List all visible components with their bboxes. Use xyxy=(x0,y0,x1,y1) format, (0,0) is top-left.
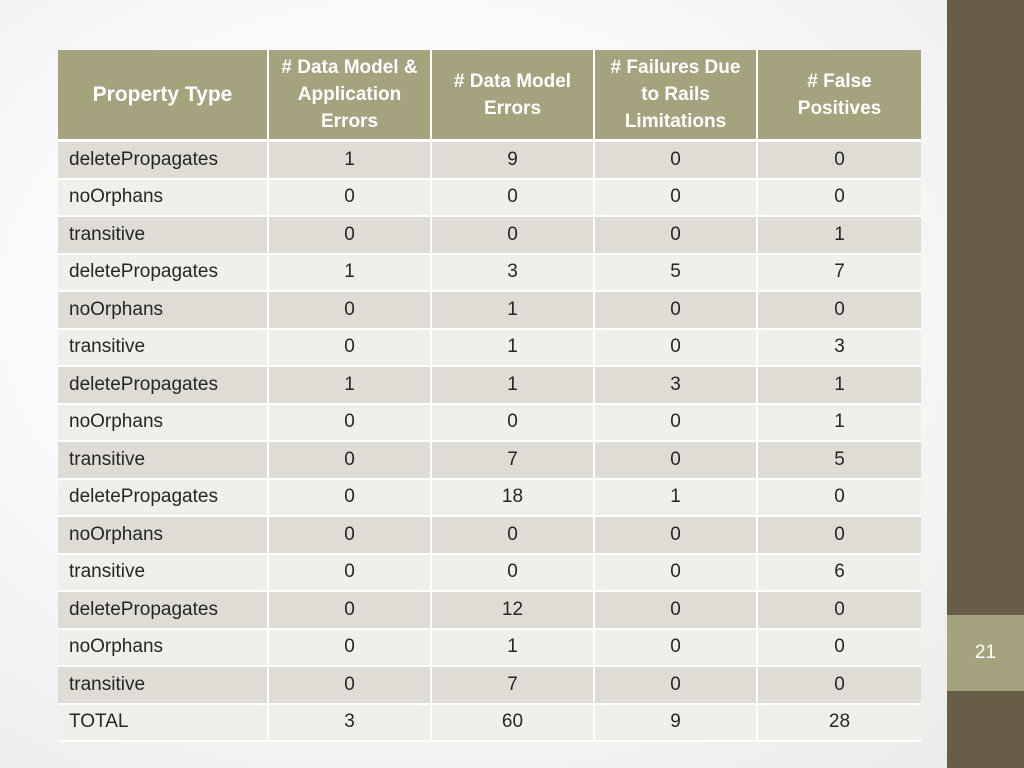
results-table xyxy=(58,50,921,742)
rails-limitation-failures-cell: 0 xyxy=(595,292,758,330)
rails-limitation-failures-cell: 0 xyxy=(595,630,758,668)
false-positives-cell: 0 xyxy=(758,667,921,705)
table-row xyxy=(58,480,921,518)
data-model-application-errors-cell: 3 xyxy=(269,705,432,743)
data-model-application-errors-cell: 0 xyxy=(269,555,432,593)
rails-limitation-failures-cell: 1 xyxy=(595,480,758,518)
rails-limitation-failures-cell: 0 xyxy=(595,555,758,593)
rails-limitation-failures-cell: 0 xyxy=(595,330,758,368)
data-model-errors-cell: 0 xyxy=(432,405,595,443)
data-model-errors-cell: 9 xyxy=(432,142,595,180)
table-body xyxy=(58,142,921,742)
data-model-application-errors-cell: 0 xyxy=(269,330,432,368)
data-model-errors-cell: 1 xyxy=(432,330,595,368)
data-model-application-errors-cell: 1 xyxy=(269,142,432,180)
false-positives-cell: 0 xyxy=(758,517,921,555)
data-model-errors-cell: 0 xyxy=(432,217,595,255)
property-type-cell: noOrphans xyxy=(58,517,269,555)
property-type-cell: transitive xyxy=(58,555,269,593)
property-type-cell: deletePropagates xyxy=(58,592,269,630)
data-model-application-errors-cell: 1 xyxy=(269,367,432,405)
table-row xyxy=(58,592,921,630)
property-type-cell: transitive xyxy=(58,667,269,705)
header-false-positives: # False Positives xyxy=(758,50,921,142)
data-model-errors-cell: 1 xyxy=(432,367,595,405)
data-model-errors-cell: 18 xyxy=(432,480,595,518)
data-model-application-errors-cell: 1 xyxy=(269,255,432,293)
rails-limitation-failures-cell: 9 xyxy=(595,705,758,743)
table-row xyxy=(58,292,921,330)
property-type-cell: noOrphans xyxy=(58,292,269,330)
property-type-cell: transitive xyxy=(58,217,269,255)
table-row xyxy=(58,630,921,668)
rails-limitation-failures-cell: 0 xyxy=(595,517,758,555)
data-model-errors-cell: 0 xyxy=(432,180,595,218)
property-type-cell: TOTAL xyxy=(58,705,269,743)
table-row xyxy=(58,667,921,705)
false-positives-cell: 28 xyxy=(758,705,921,743)
false-positives-cell: 1 xyxy=(758,217,921,255)
rails-limitation-failures-cell: 0 xyxy=(595,405,758,443)
table-row xyxy=(58,142,921,180)
table-row xyxy=(58,330,921,368)
property-type-cell: transitive xyxy=(58,442,269,480)
property-type-cell: deletePropagates xyxy=(58,255,269,293)
data-model-application-errors-cell: 0 xyxy=(269,480,432,518)
data-model-application-errors-cell: 0 xyxy=(269,405,432,443)
false-positives-cell: 0 xyxy=(758,592,921,630)
rails-limitation-failures-cell: 5 xyxy=(595,255,758,293)
header-property-type: Property Type xyxy=(58,50,269,142)
data-model-errors-cell: 7 xyxy=(432,442,595,480)
property-type-cell: noOrphans xyxy=(58,180,269,218)
header-data-model-application-errors: # Data Model & Application Errors xyxy=(269,50,432,142)
rails-limitation-failures-cell: 0 xyxy=(595,217,758,255)
header-data-model-errors: # Data Model Errors xyxy=(432,50,595,142)
data-model-errors-cell: 0 xyxy=(432,555,595,593)
false-positives-cell: 3 xyxy=(758,330,921,368)
false-positives-cell: 1 xyxy=(758,367,921,405)
rails-limitation-failures-cell: 0 xyxy=(595,592,758,630)
table-row xyxy=(58,442,921,480)
false-positives-cell: 7 xyxy=(758,255,921,293)
table-header-row xyxy=(58,50,921,142)
data-model-errors-cell: 7 xyxy=(432,667,595,705)
false-positives-cell: 0 xyxy=(758,630,921,668)
property-type-cell: noOrphans xyxy=(58,405,269,443)
table-row xyxy=(58,405,921,443)
rails-limitation-failures-cell: 3 xyxy=(595,367,758,405)
false-positives-cell: 1 xyxy=(758,405,921,443)
rails-limitation-failures-cell: 0 xyxy=(595,442,758,480)
property-type-cell: deletePropagates xyxy=(58,480,269,518)
false-positives-cell: 5 xyxy=(758,442,921,480)
data-model-application-errors-cell: 0 xyxy=(269,667,432,705)
data-model-application-errors-cell: 0 xyxy=(269,292,432,330)
false-positives-cell: 0 xyxy=(758,480,921,518)
data-model-errors-cell: 12 xyxy=(432,592,595,630)
rails-limitation-failures-cell: 0 xyxy=(595,667,758,705)
property-type-cell: deletePropagates xyxy=(58,142,269,180)
property-type-cell: transitive xyxy=(58,330,269,368)
false-positives-cell: 0 xyxy=(758,292,921,330)
rails-limitation-failures-cell: 0 xyxy=(595,180,758,218)
data-model-errors-cell: 1 xyxy=(432,292,595,330)
data-model-application-errors-cell: 0 xyxy=(269,217,432,255)
table-row xyxy=(58,517,921,555)
data-model-errors-cell: 60 xyxy=(432,705,595,743)
property-type-cell: deletePropagates xyxy=(58,367,269,405)
data-model-application-errors-cell: 0 xyxy=(269,630,432,668)
data-model-errors-cell: 0 xyxy=(432,517,595,555)
data-model-application-errors-cell: 0 xyxy=(269,442,432,480)
header-failures-rails-limitations: # Failures Due to Rails Limitations xyxy=(595,50,758,142)
table-row xyxy=(58,180,921,218)
false-positives-cell: 0 xyxy=(758,180,921,218)
total-row xyxy=(58,705,921,743)
data-model-application-errors-cell: 0 xyxy=(269,592,432,630)
data-model-errors-cell: 3 xyxy=(432,255,595,293)
property-type-cell: noOrphans xyxy=(58,630,269,668)
data-model-application-errors-cell: 0 xyxy=(269,180,432,218)
table-row xyxy=(58,255,921,293)
false-positives-cell: 6 xyxy=(758,555,921,593)
data-model-application-errors-cell: 0 xyxy=(269,517,432,555)
slide-number: 21 xyxy=(947,615,1024,691)
false-positives-cell: 0 xyxy=(758,142,921,180)
table-row xyxy=(58,367,921,405)
data-model-errors-cell: 1 xyxy=(432,630,595,668)
results-table-container xyxy=(58,50,921,742)
table-row xyxy=(58,217,921,255)
table-row xyxy=(58,555,921,593)
rails-limitation-failures-cell: 0 xyxy=(595,142,758,180)
